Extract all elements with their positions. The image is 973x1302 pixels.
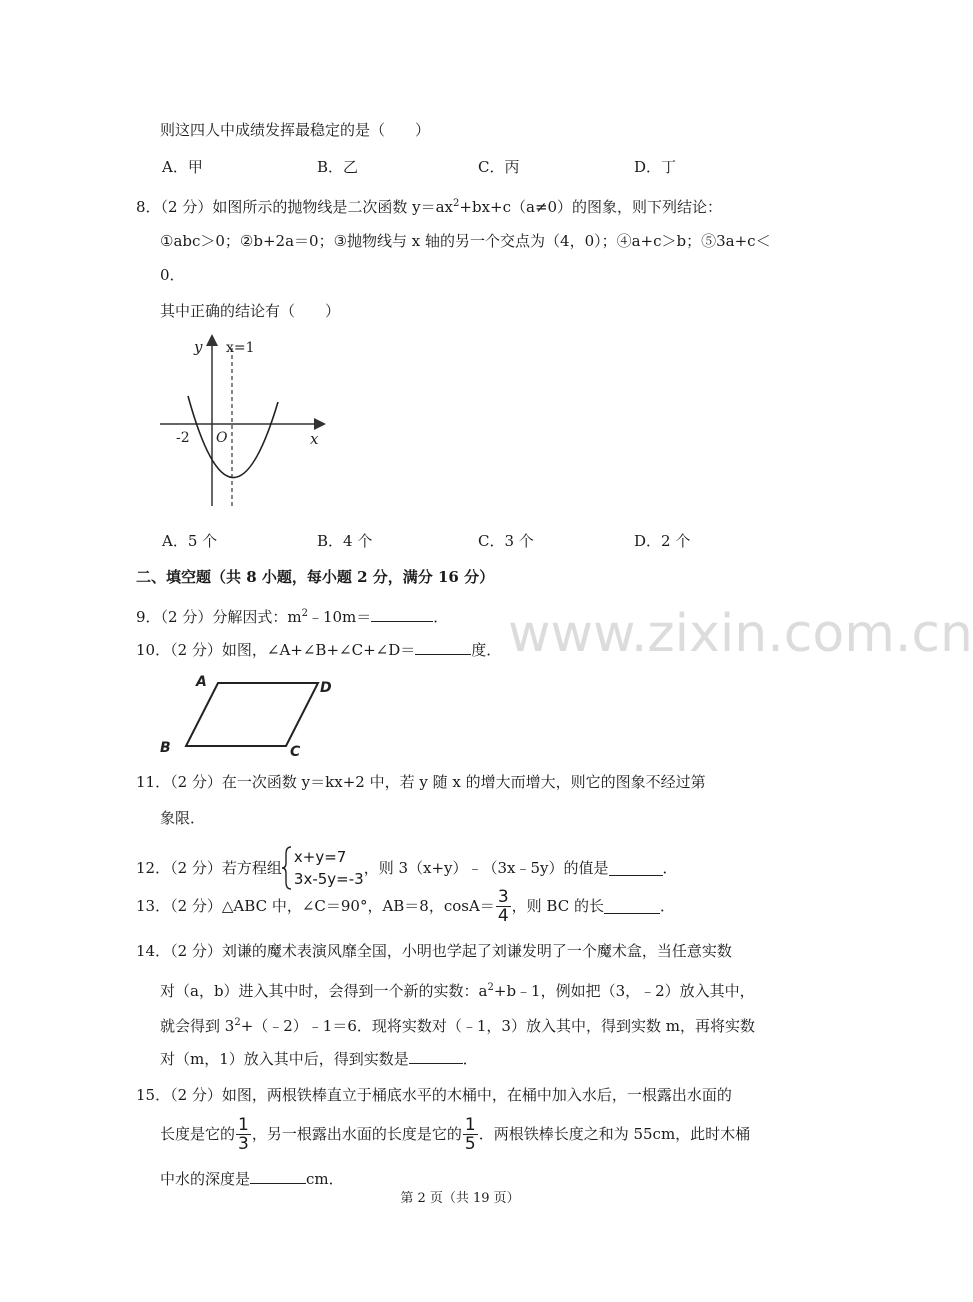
q8-option-d: D．2 个	[634, 532, 691, 550]
q8-func: y＝ax	[412, 198, 454, 216]
q14-line-2-exponent: 2	[487, 982, 494, 993]
x-axis-label: x	[310, 430, 319, 448]
watermark: www.zixin.com.cn	[508, 604, 973, 664]
q15-line-3-end: cm．	[306, 1170, 344, 1188]
q8-line-3: 0．	[160, 266, 185, 284]
q7-option-c: C．丙	[478, 158, 520, 176]
cos-fraction-denominator: 4	[497, 905, 509, 926]
q8-line-4: 其中正确的结论有（ ）	[160, 302, 341, 320]
q14-line-2-b: +b﹣1，例如把（3，﹣2）放入其中，	[493, 982, 755, 1000]
q15-line-2-c: ．两根铁棒长度之和为 55cm，此时木桶	[478, 1125, 751, 1143]
q8-line-2: ①abc＞0；②b+2a＝0；③抛物线与 x 轴的另一个交点为（4，0）；④a+c＞b；⑤3a+c＜	[160, 232, 771, 250]
vertex-d-label: D	[320, 680, 332, 696]
q8-option-a: A．5 个	[162, 532, 218, 550]
vertex-b-label: B	[160, 740, 171, 756]
fraction-one-third	[236, 1116, 251, 1153]
q8-func-exponent: 2	[453, 198, 460, 209]
q12-end: ．	[662, 859, 678, 877]
fraction-one-fifth-denominator: 5	[464, 1133, 476, 1154]
section-2-title: 二、填空题（共 8 小题，每小题 2 分，满分 16 分）	[136, 568, 495, 586]
vertex-c-label: C	[290, 744, 301, 760]
q9-text: 9．（2 分）分解因式：m	[136, 608, 302, 626]
q8-line-1	[136, 194, 722, 217]
q7-option-b: B．乙	[317, 158, 359, 176]
origin-label: O	[216, 430, 228, 446]
q9-exponent: 2	[301, 608, 308, 619]
equation-2: 3x-5y=-3	[293, 870, 364, 888]
brace-icon	[282, 846, 292, 890]
q15-line-2-a: 长度是它的	[160, 1125, 236, 1143]
q15-line-2	[160, 1113, 750, 1154]
q13-suffix: ，则 BC 的长	[511, 897, 604, 915]
y-axis-label: y	[194, 338, 203, 356]
q7-question-tail: 则这四人中成绩发挥最稳定的是（ ）	[160, 121, 431, 139]
quadrilateral-figure	[156, 670, 346, 760]
q14-line-4-text: 对（m，1）放入其中后，得到实数是	[160, 1050, 409, 1068]
q9-rest: ﹣10m＝	[307, 608, 372, 626]
parabola-curve	[188, 396, 278, 478]
q12-answer-blank[interactable]	[609, 861, 663, 876]
q13-end: ．	[659, 897, 675, 915]
symmetry-axis-label: x=1	[226, 340, 255, 356]
q14-answer-blank[interactable]	[409, 1049, 463, 1064]
q8-option-b: B．4 个	[317, 532, 373, 550]
q10-line	[136, 640, 501, 660]
q11-line-2-text: 象限．	[160, 809, 206, 827]
q10-answer-blank[interactable]	[415, 640, 471, 655]
vertex-a-label: A	[196, 674, 207, 690]
q14-line-2	[160, 978, 755, 1001]
q9-answer-blank[interactable]	[371, 607, 433, 622]
q12-suffix: ，则 3（x+y）﹣（3x﹣5y）的值是	[363, 859, 609, 877]
quadrilateral-shape	[186, 683, 318, 746]
q12-line	[136, 846, 678, 890]
q8-option-c: C．3 个	[478, 532, 534, 550]
q13-prefix: 13．（2 分）△ABC 中，∠C＝90°，AB＝8，cosA＝	[136, 897, 495, 915]
q15-line-2-b: ，另一根露出水面的长度是它的	[251, 1125, 462, 1143]
q14-line-4	[160, 1049, 478, 1069]
fraction-one-fifth-numerator: 1	[464, 1114, 476, 1135]
q15-line-1: 15．（2 分）如图，两根铁棒直立于桶底水平的木桶中，在桶中加入水后，一根露出水面的	[136, 1086, 732, 1104]
cos-fraction	[496, 888, 511, 925]
q7-option-d: D．丁	[634, 158, 677, 176]
q7-option-a: A．甲	[162, 158, 203, 176]
fraction-one-third-numerator: 1	[238, 1114, 249, 1135]
q11-line-2	[160, 808, 205, 828]
page-footer: 第 2 页（共 19 页）	[400, 1191, 520, 1206]
q15-line-3	[160, 1169, 344, 1189]
q11-line-1: 11．（2 分）在一次函数 y＝kx+2 中，若 y 随 x 的增大而增大，则它的图象不经过第	[136, 773, 706, 791]
q8-func-rest: +bx+c（a≠0）的图象，则下列结论：	[459, 198, 723, 216]
neg-two-label: -2	[176, 430, 190, 446]
q8-prefix: 8．（2 分）如图所示的抛物线是二次函数	[136, 198, 408, 216]
q15-answer-blank[interactable]	[250, 1169, 306, 1184]
q14-line-2-a: 对（a，b）进入其中时，会得到一个新的实数：a	[160, 982, 488, 1000]
q14-line-4-end: ．	[462, 1050, 478, 1068]
q15-line-3-a: 中水的深度是	[160, 1170, 251, 1188]
q14-line-3	[160, 1013, 755, 1036]
q9-end: ．	[433, 608, 449, 626]
q14-line-3-a: 就会得到 3	[160, 1017, 235, 1035]
q9-line	[136, 604, 448, 627]
parabola-graph	[158, 336, 338, 512]
q13-line	[136, 886, 675, 925]
fraction-one-fifth	[463, 1116, 478, 1153]
q14-line-3-exponent: 2	[234, 1017, 241, 1028]
equation-1: x+y=7	[293, 848, 347, 866]
q10-end: 度．	[471, 641, 502, 659]
q13-answer-blank[interactable]	[604, 899, 660, 914]
q12-prefix: 12．（2 分）若方程组	[136, 859, 282, 877]
equation-system	[282, 846, 364, 890]
fraction-one-third-denominator: 3	[238, 1133, 249, 1154]
q10-text: 10．（2 分）如图，∠A+∠B+∠C+∠D＝	[136, 641, 416, 659]
q14-line-1: 14．（2 分）刘谦的魔术表演风靡全国，小明也学起了刘谦发明了一个魔术盒，当任意实数	[136, 942, 732, 960]
q14-line-3-b: +（﹣2）﹣1＝6．现将实数对（﹣1，3）放入其中，得到实数 m，再将实数	[240, 1017, 755, 1035]
cos-fraction-numerator: 3	[497, 886, 509, 907]
